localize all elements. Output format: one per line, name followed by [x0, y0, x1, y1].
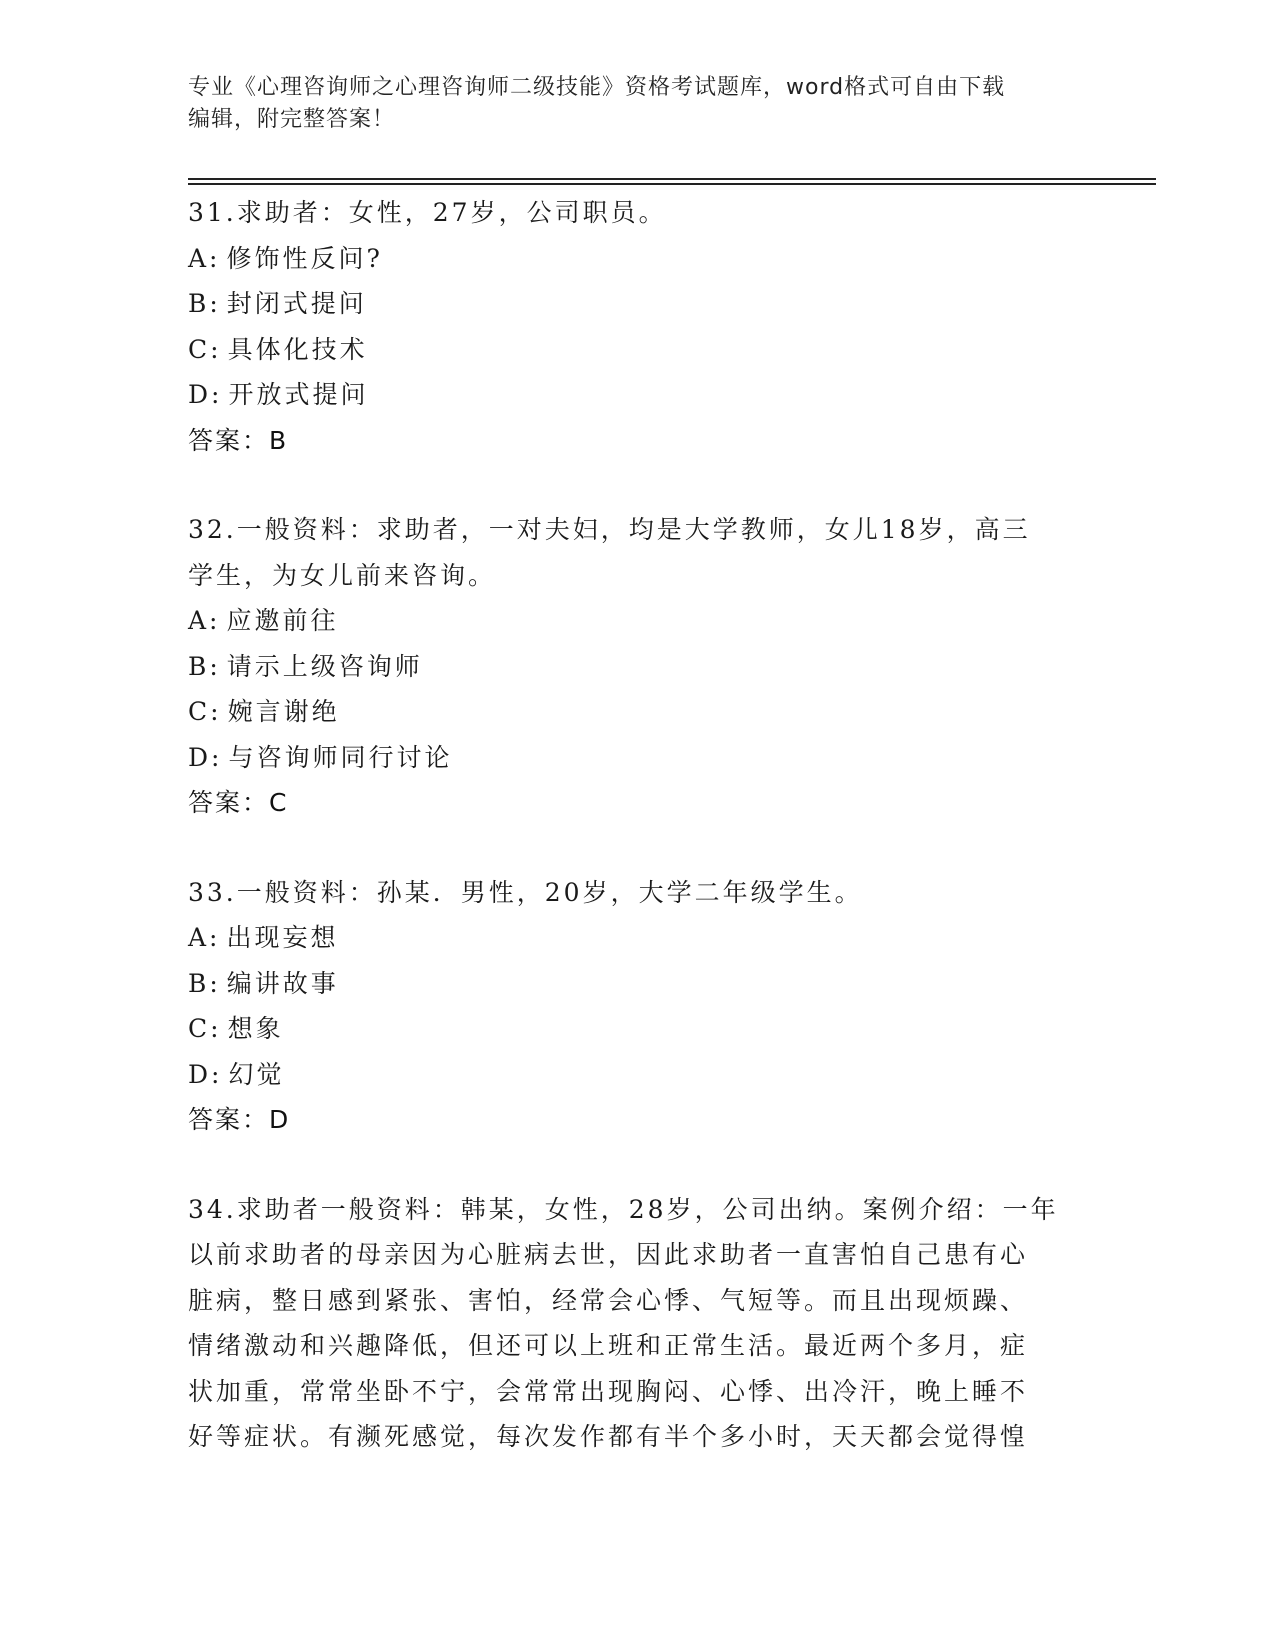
- option-c: [188, 1006, 1108, 1052]
- option-b: [188, 961, 1108, 1007]
- option-text: 修饰性反问?: [226, 243, 383, 273]
- stem-line: 情绪激动和兴趣降低，但还可以上班和正常生活。最近两个多月，症: [188, 1331, 1029, 1360]
- option-text: 婉言谢绝: [227, 697, 340, 726]
- question-stem: [188, 507, 1108, 598]
- option-key: B:: [188, 968, 221, 998]
- option-key: B:: [188, 651, 221, 681]
- option-text: 请示上级咨询师: [226, 651, 423, 681]
- stem-line: 状加重，常常坐卧不宁，会常常出现胸闷、心悸、出冷汗，晚上睡不: [188, 1376, 1029, 1406]
- option-text: 应邀前往: [226, 606, 339, 635]
- option-text: 封闭式提问: [226, 289, 367, 318]
- option-d: [188, 735, 1108, 781]
- answer: 答案：B: [188, 425, 289, 455]
- question-34: [188, 1187, 1108, 1460]
- option-key: C:: [188, 697, 222, 726]
- stem-line: 34.求助者一般资料：韩某，女性，28岁，公司出纳。案例介绍：一年: [188, 1194, 1059, 1224]
- option-c: [188, 689, 1108, 735]
- question-stem: 31.求助者：女性，27岁，公司职员。: [188, 198, 667, 227]
- option-a: [188, 915, 1108, 961]
- stem-line: 脏病，整日感到紧张、害怕，经常会心悸、气短等。而且出现烦躁、: [188, 1285, 1029, 1315]
- question-list: [188, 190, 1108, 1504]
- option-text: 想象: [227, 1014, 284, 1043]
- header-line-2: 编辑，附完整答案！: [188, 107, 396, 132]
- option-key: A:: [188, 923, 221, 952]
- option-key: D:: [188, 380, 223, 409]
- option-text: 出现妄想: [226, 923, 339, 952]
- option-key: C:: [188, 334, 222, 364]
- question-33: [188, 870, 1108, 1143]
- option-text: 编讲故事: [226, 968, 339, 998]
- option-text: 与咨询师同行讨论: [228, 742, 453, 772]
- document-header: [188, 72, 1088, 136]
- option-d: [188, 1052, 1108, 1098]
- option-text: 幻觉: [228, 1059, 285, 1089]
- option-key: D:: [188, 742, 223, 772]
- stem-line: 好等症状。有濒死感觉，每次发作都有半个多小时，天天都会觉得惶: [188, 1422, 1029, 1451]
- answer: 答案：D: [188, 1105, 291, 1134]
- option-b: [188, 644, 1108, 690]
- question-stem: 33.一般资料：孙某．男性，20岁，大学二年级学生。: [188, 877, 863, 907]
- option-key: A:: [188, 606, 221, 635]
- option-text: 具体化技术: [227, 334, 368, 364]
- option-c: [188, 327, 1108, 373]
- option-text: 开放式提问: [228, 380, 369, 409]
- option-key: A:: [188, 243, 221, 273]
- header-line-1: 专业《心理咨询师之心理咨询师二级技能》资格考试题库，word格式可自由下载: [188, 75, 1006, 100]
- stem-line: 学生，为女儿前来咨询。: [188, 560, 497, 590]
- header-divider-bottom: [188, 183, 1156, 185]
- option-key: B:: [188, 289, 221, 318]
- option-d: [188, 372, 1108, 418]
- header-divider-top: [188, 178, 1156, 180]
- answer: 答案：C: [188, 788, 289, 817]
- option-a: [188, 236, 1108, 282]
- stem-line: 以前求助者的母亲因为心脏病去世，因此求助者一直害怕自己患有心: [188, 1240, 1029, 1269]
- question-32: [188, 507, 1108, 826]
- option-a: [188, 598, 1108, 644]
- question-31: [188, 190, 1108, 463]
- option-key: C:: [188, 1014, 222, 1043]
- option-b: [188, 281, 1108, 327]
- option-key: D:: [188, 1059, 223, 1089]
- stem-line: 32.一般资料：求助者，一对夫妇，均是大学教师，女儿18岁，高三: [188, 515, 1031, 544]
- question-stem: [188, 1187, 1108, 1460]
